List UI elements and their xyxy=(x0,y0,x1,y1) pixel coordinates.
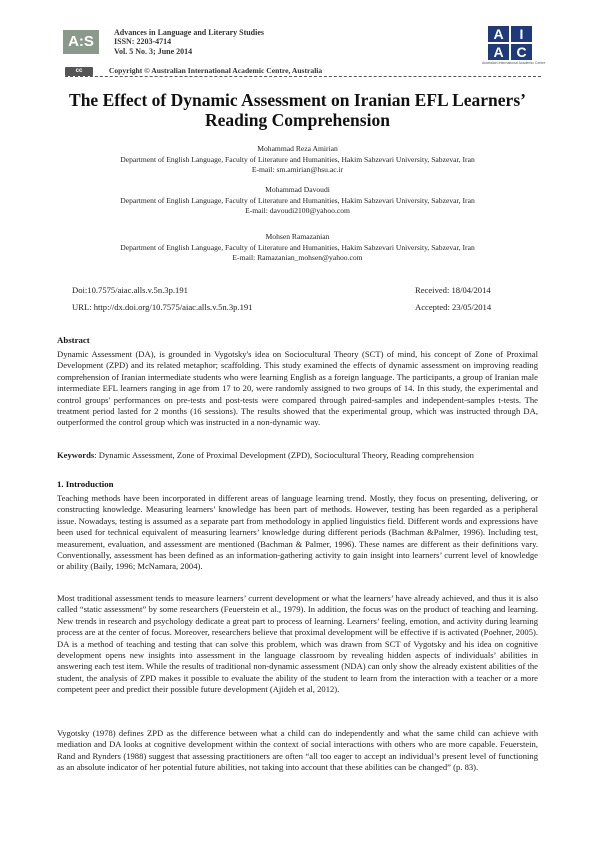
author-affiliation: Department of English Language, Faculty of Literature and Humanities, Hakim Sabzevari University, Sabzevar, Iran xyxy=(120,154,475,164)
abstract-text: Dynamic Assessment (DA), is grounded in Vygotsky's idea on Sociocultural Theory (SCT) of mind, his concept of Zone of Proximal Development (ZPD) and its related metaphor; scaffolding. This study examined the effects of dynamic assessment on improving reading comprehension of Iranian intermediate students who were learning English as a foreign language. The participants, a group of Iranian male intermediate EFL learners ranging in age from 17 to 20, were randomly assigned to two groups of 14. In this study, the experimental and control groups' performances on pre-tests and post-tests were compared through paired-samples and independent-samples t-tests. The treatment period lasted for 2 months (16 sessions). The results showed that the experimental group, which was instructed through DA, outperformed the control group which was instructed in a non-dynamic way. xyxy=(57,349,538,428)
aiac-logo-subtitle: Australian International Academic Centre xyxy=(482,61,546,65)
url-link[interactable]: URL: http://dx.doi.org/10.7575/aiac.alls.v.5n.3p.191 xyxy=(72,302,253,312)
received-date: Received: 18/04/2014 xyxy=(415,285,491,295)
journal-volume: Vol. 5 No. 3; June 2014 xyxy=(114,46,193,56)
aiac-logo xyxy=(468,26,546,66)
author-block xyxy=(70,232,525,264)
introduction-heading: 1. Introduction xyxy=(57,479,114,489)
copyright-text: Copyright © Australian International Academic Centre, Australia xyxy=(108,66,323,75)
author-affiliation: Department of English Language, Faculty of Literature and Humanities, Hakim Sabzevari University, Sabzevar, Iran xyxy=(120,195,475,205)
keywords-label: Keywords xyxy=(57,450,95,460)
aiac-logo-letter: A xyxy=(488,44,509,60)
keywords-text: : Dynamic Assessment, Zone of Proximal Development (ZPD), Sociocultural Theory, Reading comprehension xyxy=(94,450,474,460)
body-paragraph: Most traditional assessment tends to measure learners’ current development or what the learners’ have already achieved, and thus it is also called “static assessment” by some researchers (Feuerstein et al., 1979). In addition, the focus was on the product of teaching and learning. New trends in research and psychology dedicate a great part to process of learning. Learners’ feeling, emotion, and activity during learning process are at the center of focus. Moreover, researchers believe that proximal development will be effective if is activated (Poehner, 2005). DA is a method of teaching and testing that can solve this problem, which was drawn from SCT of Vygotsky and his idea on cognitive development opens new insights into assessment in the language classroom by revealing hidden aspects of individuals’ abilities in answering each test item. While the results of traditional non-dynamic assessment (NDA) can only show the already existent abilities of the student, the analysis of ZPD makes it possible to evaluate the ability of the student to learn from the interaction with a teacher or a more competent peer and predict their possible future development (Ajideh et al, 2012). xyxy=(57,593,538,695)
aiac-logo-letter: C xyxy=(511,44,532,60)
author-email: E-mail: davoudi2100@yahoo.com xyxy=(245,206,350,216)
author-email: E-mail: Ramazanian_mohsen@yahoo.com xyxy=(232,253,363,263)
keywords xyxy=(57,450,538,461)
abstract-heading: Abstract xyxy=(57,335,90,345)
alls-logo: A:S xyxy=(63,30,99,54)
creative-commons-icon: cc xyxy=(65,67,93,76)
author-block xyxy=(70,185,525,217)
author-email: E-mail: sm.amirian@hsu.ac.ir xyxy=(251,165,344,175)
aiac-logo-letter: I xyxy=(511,26,532,42)
journal-info xyxy=(114,28,264,56)
author-name: Mohammad Davoudi xyxy=(265,185,330,194)
author-name: Mohsen Ramazanian xyxy=(265,232,330,241)
journal-name: Advances in Language and Literary Studies xyxy=(114,28,265,37)
author-name: Mohammad Reza Amirian xyxy=(257,144,338,153)
journal-issn: ISSN: 2203-4714 xyxy=(114,37,172,47)
paper-title: The Effect of Dynamic Assessment on Iranian EFL Learners’ Reading Comprehension xyxy=(69,90,526,130)
body-paragraph: Teaching methods have been incorporated in different areas of language learning trend. Mostly, they focus on presenting, delivering, or constructing knowledge. Measuring learners’ knowledge has been part of methods. However, testing has been regarded as a peripheral issue. Nowadays, testing is assumed as a separate part from methodology in applied linguistics field. Different words and expressions have been used for technical equivalent of measuring learners’ knowledge during different periods (Bachman &Palmer, 1996). Including test, measurement, evaluation, and assessment are mentioned (Bachman & Palmer, 1996). These names are different as their definitions vary. Conventionally, assessment has been defined as an information-gathering activity to gain insight into learners’ current level of knowledge or ability (Baily, 1996; McNamara, 2004). xyxy=(57,493,538,572)
body-paragraph: Vygotsky (1978) defines ZPD as the difference between what a child can do independently and what the same child can achieve with mediation and DA looks at cognitive development within the context of social interactions with others who are more capable. Feuerstein, Rand and Rynders (1988) suggest that assessing practitioners are often “all too eager to accept an individual’s present level of functioning as an absolute indicator of her potential future abilities, not taking into account that these abilities can be changed” (p. 83). xyxy=(57,728,538,773)
header-dashed-rule xyxy=(65,76,541,77)
copyright-line xyxy=(65,66,322,76)
author-block xyxy=(70,144,525,176)
aiac-logo-letter: A xyxy=(488,26,509,42)
journal-header xyxy=(57,26,546,84)
doi-text: Doi:10.7575/aiac.alls.v.5n.3p.191 xyxy=(72,285,188,295)
accepted-date: Accepted: 23/05/2014 xyxy=(415,302,492,312)
author-affiliation: Department of English Language, Faculty of Literature and Humanities, Hakim Sabzevari University, Sabzevar, Iran xyxy=(120,242,475,252)
